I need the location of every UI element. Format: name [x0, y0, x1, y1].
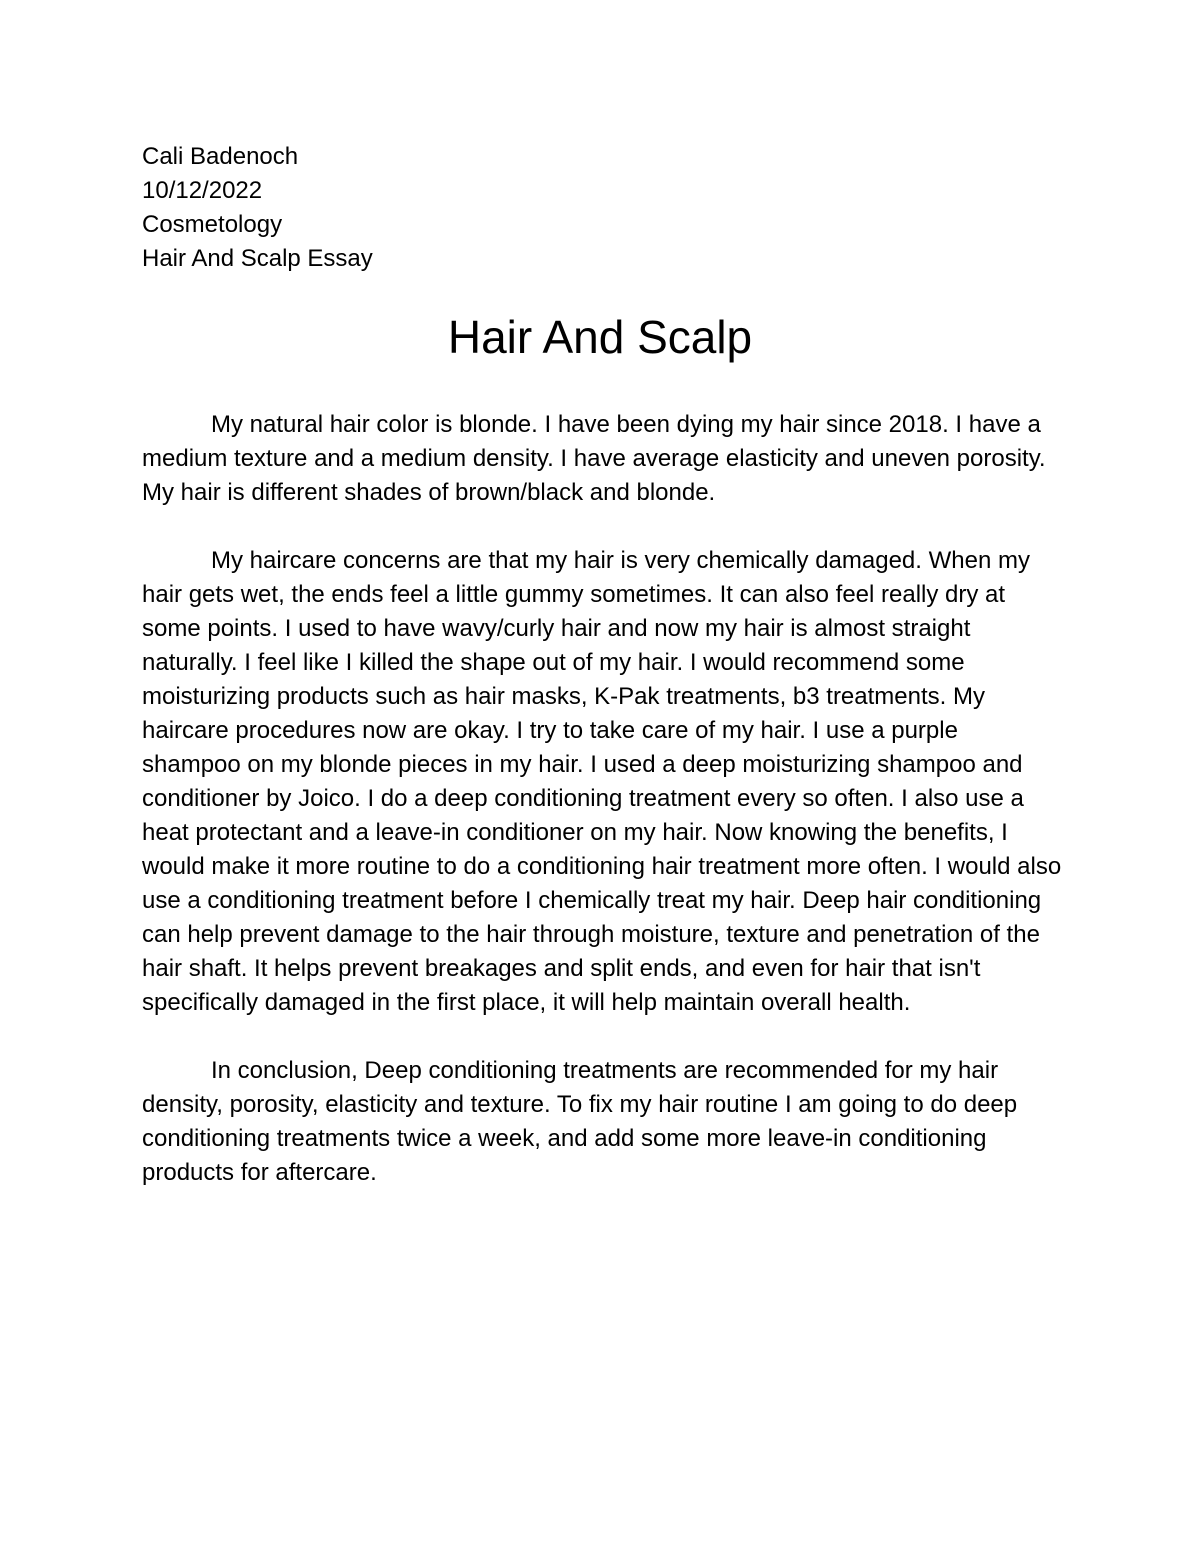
paragraph-3: In conclusion, Deep conditioning treatments are recommended for my hair density, porosity, elasticity and texture. To fix my hair routine I am going to do deep conditioning treatments twice a week, and add some more leave-in conditioning products for aftercare. — [142, 1057, 1018, 1186]
essay-title: Hair And Scalp — [447, 311, 753, 363]
assignment-name: Hair And Scalp Essay — [142, 245, 373, 272]
course-name: Cosmetology — [142, 211, 283, 238]
essay-body — [142, 408, 1062, 1224]
document-header — [142, 140, 373, 276]
paragraph-2: My haircare concerns are that my hair is very chemically damaged. When my hair gets wet, the ends feel a little gummy sometimes. It can also feel really dry at some points. I used to have wavy/curly hair and now my hair is almost straight naturally. I feel like I killed the shape out of my hair. I would recommend some moisturizing products such as hair masks, K-Pak treatments, b3 treatments. My haircare procedures now are okay. I try to take care of my hair. I use a purple shampoo on my blonde pieces in my hair. I used a deep moisturizing shampoo and conditioner by Joico. I do a deep conditioning treatment every so often. I also use a heat protectant and a leave-in conditioner on my hair. Now knowing the benefits, I would make it more routine to do a conditioning hair treatment more often. I would also use a conditioning treatment before I chemically treat my hair. Deep hair conditioning can help prevent damage to the hair through moisture, texture and penetration of the hair shaft. It helps prevent breakages and split ends, and even for hair that isn't specifically damaged in the first place, it will help maintain overall health. — [142, 547, 1062, 1016]
paragraph-1: My natural hair color is blonde. I have been dying my hair since 2018. I have a medium texture and a medium density. I have average elasticity and uneven porosity. My hair is different shades of brown/black and blonde. — [142, 411, 1046, 506]
document-date: 10/12/2022 — [142, 177, 263, 204]
author-name: Cali Badenoch — [142, 143, 299, 170]
